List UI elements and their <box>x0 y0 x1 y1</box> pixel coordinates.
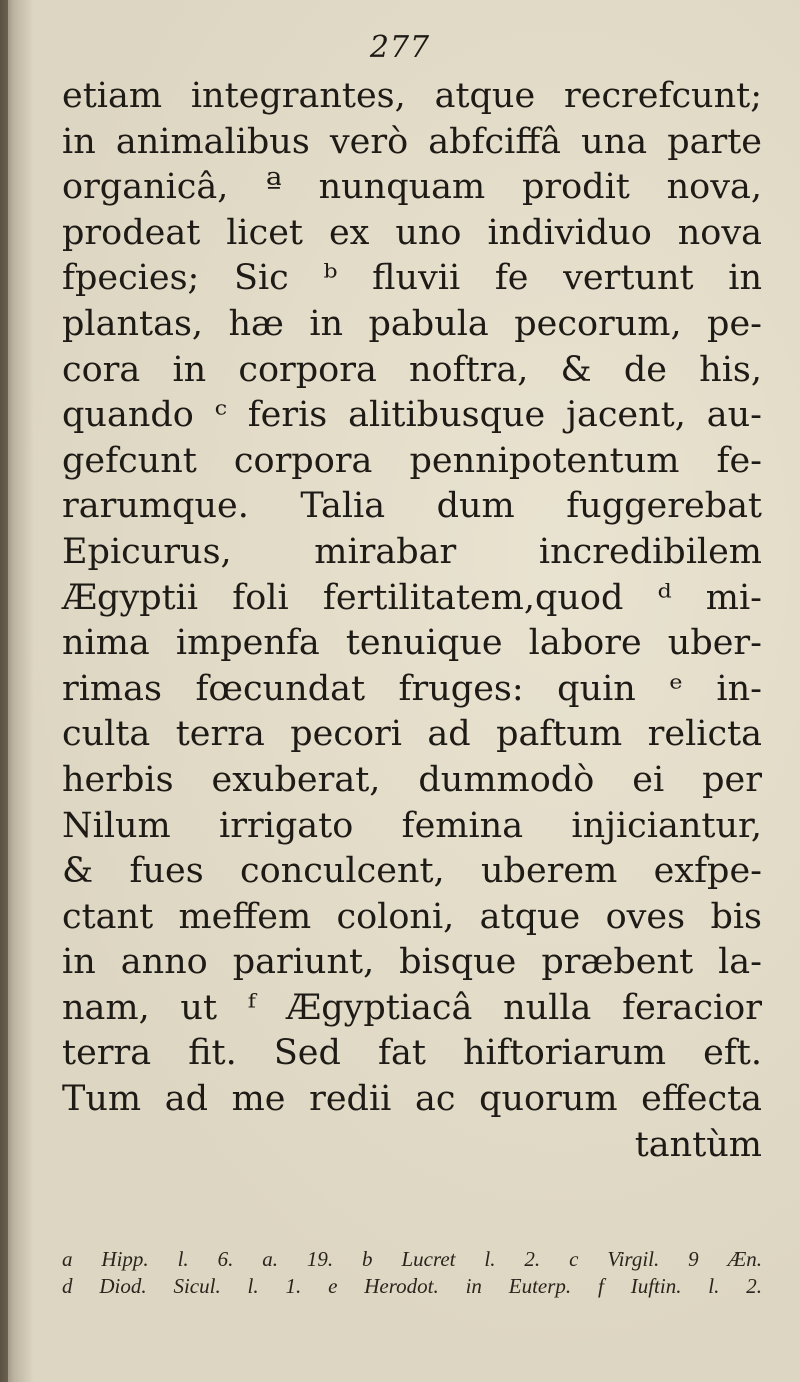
catchword: tantùm <box>634 1124 762 1165</box>
text-line: rimas fœcundat fruges: quin ᵉ in- <box>62 668 762 709</box>
text-line: Ægyptii foli fertilitatem,quod ᵈ mi- <box>62 577 762 618</box>
text-line: in animalibus verò abfciffâ una parte <box>62 121 762 162</box>
text-line: quando ᶜ feris alitibusque jacent, au- <box>62 395 762 436</box>
text-line: cora in corpora noftra, & de his, <box>62 349 762 390</box>
text-line: culta terra pecori ad paftum relicta <box>62 714 762 755</box>
text-line: plantas, hæ in pabula pecorum, pe- <box>62 303 762 344</box>
text-line: terra fit. Sed fat hiftoriarum eft. <box>62 1033 762 1074</box>
text-line: organicâ, ª nunquam prodit nova, <box>62 167 762 208</box>
page-number: 277 <box>369 30 431 65</box>
text-line: prodeat licet ex uno individuo nova <box>62 212 762 253</box>
text-line: nam, ut ᶠ Ægyptiacâ nulla feracior <box>62 987 762 1028</box>
text-line: ctant meffem coloni, atque oves bis <box>62 896 762 937</box>
text-line: nima impenfa tenuique labore uber- <box>62 623 762 664</box>
footnote-line: d Diod. Sicul. l. 1. e Herodot. in Euterp. f Iuftin. l. 2. <box>62 1274 762 1298</box>
text-line: Nilum irrigato femina injiciantur, <box>62 805 762 846</box>
text-line: herbis exuberat, dummodò ei per <box>62 759 762 800</box>
text-line: gefcunt corpora pennipotentum fe- <box>62 440 762 481</box>
body-text <box>62 74 762 1168</box>
text-line: rarumque. Talia dum fuggerebat <box>62 486 762 527</box>
text-line: in anno pariunt, bisque præbent la- <box>62 942 762 983</box>
text-line: etiam integrantes, atque recrefcunt; <box>62 76 762 116</box>
text-line: Tum ad me redii ac quorum effecta <box>62 1079 762 1120</box>
footnote-line: a Hipp. l. 6. a. 19. b Lucret l. 2. c Virgil. 9 Æn. <box>62 1247 762 1271</box>
text-line: Epicurus, mirabar incredibilem <box>62 531 762 572</box>
footnotes <box>62 1246 762 1300</box>
text-line: & fues conculcent, uberem exfpe- <box>62 851 762 892</box>
text-line: fpecies; Sic ᵇ fluvii fe vertunt in <box>62 258 762 299</box>
binding-edge-shadow <box>0 0 8 1382</box>
